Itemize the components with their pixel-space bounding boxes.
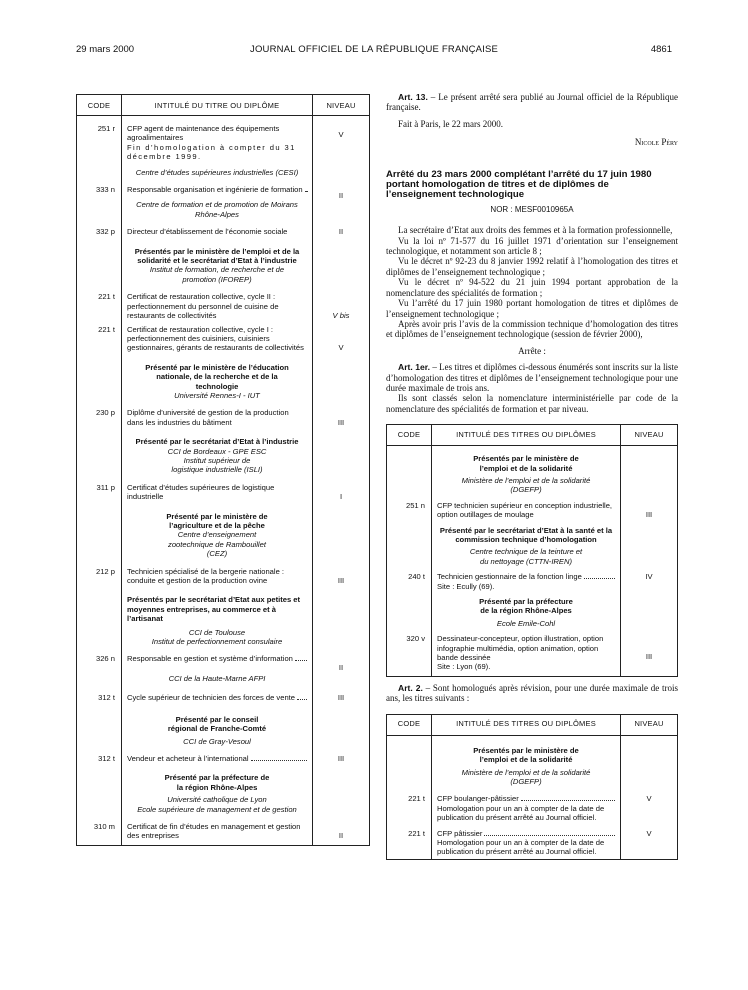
site-text: Site : Ecully (69). [437, 581, 495, 591]
section-header [432, 735, 621, 786]
section-row [387, 735, 678, 786]
header-title: INTITULÉ DES TITRES OU DIPLÔMES [432, 425, 621, 446]
homologation-note: Fin d’homologation à compter du 31 décembre 1999. [127, 142, 296, 162]
row-code: 320 v [387, 628, 432, 676]
section-row [77, 427, 370, 475]
table-row [77, 177, 370, 219]
section-header [122, 353, 313, 401]
row-code: 333 n [77, 177, 122, 219]
row-level: II [313, 219, 370, 236]
organisation-name: CCI de Gray-Vesoul [183, 736, 251, 746]
diploma-title: Technicien gestionnaire de la fonction linge [437, 572, 582, 582]
row-code: 230 p [77, 400, 122, 427]
row-level: II [313, 177, 370, 219]
diploma-title: Responsable en gestion et système d’information [127, 654, 293, 664]
row-level: V [621, 823, 678, 860]
diploma-title: Certificat de restauration collective, cycle I : perfectionnement des cuisiniers, cuisiniers gestionnaires, gérants de restaurants de collectivités [127, 324, 304, 353]
table-row [77, 683, 370, 702]
presenter-text: Présenté par le conseil régional de Franche-Comté [167, 714, 267, 734]
organisation-name: Ministère de l’emploi et de la solidarité (DGEFP) [461, 767, 591, 786]
section-row [77, 585, 370, 646]
table-row [387, 786, 678, 822]
table-header-row [387, 714, 678, 735]
table-row [77, 814, 370, 845]
row-title [122, 475, 313, 502]
row-level: III [621, 495, 678, 520]
row-level: II [313, 814, 370, 845]
organisation-name: Centre d’études supérieures industrielles (CESI) [135, 167, 299, 177]
table-row [77, 284, 370, 320]
row-title [432, 786, 621, 822]
table-row [387, 628, 678, 676]
paragraph: Après avoir pris l’avis de la commission technique d’homologation des titres et diplômes de l’enseignement technologique (session de février 2000), [386, 318, 678, 340]
article-2: Art. 2. – Sont homologués après révision, pour une durée maximale de trois ans, les titres suivants : [386, 682, 678, 704]
row-level: III [313, 559, 370, 586]
row-code: 312 t [77, 746, 122, 763]
diploma-title: Directeur d’établissement de l’économie sociale [127, 227, 288, 237]
right-diploma-table-2 [386, 714, 678, 860]
diploma-title: Cycle supérieur de technicien des forces de vente [127, 693, 296, 703]
homologation-note: Homologation pour un an à compter de la date de publication du présent arrêté au Journal officiel. [437, 803, 605, 823]
row-code: 221 t [387, 786, 432, 822]
presenter-text: Présentés par le ministère de l’emploi et de la solidarité [473, 454, 579, 473]
table-row [387, 495, 678, 520]
header-page-number: 4861 [650, 44, 672, 55]
row-level: II [313, 646, 370, 683]
diploma-title: Dessinateur-concepteur, option illustration, option infographie multimédia, option animation, option bande dessinée [437, 634, 604, 663]
header-title: INTITULÉ DES TITRES OU DIPLÔMES [432, 714, 621, 735]
row-title [122, 746, 313, 763]
organisation-name: Institut de perfectionnement consulaire [151, 637, 283, 647]
paragraph: La secrétaire d’Etat aux droits des femmes et à la formation professionnelle, [398, 225, 673, 236]
organisation-name: Ecole Emile-Cohl [496, 618, 556, 628]
row-level: V [313, 321, 370, 353]
diploma-title: Diplôme d’université de gestion de la production dans les industries du bâtiment [127, 408, 289, 427]
section-header [122, 763, 313, 814]
paragraph: Vu le décret nº 92-23 du 8 janvier 1992 relatif à l’homologation des titres et diplômes de l’enseignement technologique ; [386, 256, 678, 277]
paragraph: Ils sont classés selon la nomenclature interministérielle par code de la nomenclature des spécialités de formation et par niveau. [386, 393, 678, 414]
row-code: 311 p [77, 475, 122, 502]
article-13: Art. 13. – Le présent arrêté sera publié au Journal officiel de la République française. [386, 92, 678, 113]
presenter-text: Présentés par le ministère de l’emploi et de la solidarité et le secrétariat d’Etat à l’industrie [134, 246, 300, 266]
header-code: CODE [387, 425, 432, 446]
table-row [77, 475, 370, 502]
row-level: V [621, 786, 678, 822]
section-row [77, 703, 370, 746]
row-level: III [313, 683, 370, 702]
site-text: Site : Lyon (69). [437, 662, 491, 672]
arrete-label: Arrête : [518, 345, 546, 356]
presenter-text: Présenté par la préfecture de la région Rhône-Alpes [479, 597, 573, 616]
header-title: INTITULÉ DU TITRE OU DIPLÔME [122, 95, 313, 116]
nor-reference: NOR : MESF0010965A [490, 204, 574, 214]
row-title [122, 284, 313, 320]
section-header [122, 585, 313, 646]
arrete-title: Arrêté du 23 mars 2000 complétant l’arrêté du 17 juin 1980 portant homologation de titres et de diplômes de l’enseignement technologique [386, 168, 652, 201]
presenter-text: Présenté par le secrétariat d’Etat à l’industrie [135, 437, 299, 447]
table-row [387, 823, 678, 860]
section-header [432, 446, 621, 495]
row-code: 326 n [77, 646, 122, 683]
section-header [122, 502, 313, 559]
diploma-title: Certificat de fin d’études en management et gestion des entreprises [127, 821, 301, 841]
row-code: 312 t [77, 683, 122, 702]
section-header [122, 427, 313, 475]
row-title [432, 566, 621, 591]
header-level: NIVEAU [313, 95, 370, 116]
table-header-row [77, 95, 370, 116]
table-row [77, 559, 370, 586]
row-title [122, 814, 313, 845]
presenter-text: Présenté par le secrétariat d’Etat à la santé et la commission technique d’homologation [439, 525, 613, 544]
section-row [387, 591, 678, 628]
row-level: III [621, 628, 678, 676]
row-title [432, 823, 621, 860]
section-row [77, 237, 370, 285]
table-row [77, 219, 370, 236]
paragraph: Vu la loi nº 71-577 du 16 juillet 1971 d’orientation sur l’enseignement technologique, et notamment son article 8 ; [386, 235, 678, 257]
diploma-title: CFP technicien supérieur en conception industrielle, option outillages de moulage [437, 500, 613, 520]
row-level: IV [621, 566, 678, 591]
row-title [122, 683, 313, 702]
section-row [387, 446, 678, 495]
presenter-text: Présenté par le ministère de l’agriculture et de la pêche [166, 511, 268, 530]
row-code: 212 p [77, 559, 122, 586]
table-row [77, 646, 370, 683]
row-code: 221 t [77, 321, 122, 353]
homologation-note: Homologation pour un an à compter de la date de publication du présent arrêté au Journal officiel. [437, 837, 605, 857]
diploma-title: Vendeur et acheteur à l’international [127, 753, 249, 763]
section-row [387, 520, 678, 567]
header-date: 29 mars 2000 [76, 44, 135, 55]
row-code: 332 p [77, 219, 122, 236]
row-level: III [313, 400, 370, 427]
section-header [122, 703, 313, 746]
row-level: V [313, 116, 370, 178]
section-header [122, 237, 313, 285]
row-title [432, 495, 621, 520]
signature: Nicole Péry [634, 137, 678, 148]
diploma-title: Responsable organisation et ingénierie de formation [127, 185, 303, 195]
row-title [122, 219, 313, 236]
right-column [386, 92, 678, 860]
paragraph: Vu le décret nº 94-522 du 21 juin 1994 portant approbation de la nomenclature des spécialités de formation ; [386, 277, 678, 298]
table-row [77, 746, 370, 763]
organisation-name: Centre d’enseignement zootechnique de Rambouillet (CEZ) [168, 530, 266, 559]
table-row [77, 116, 370, 178]
diploma-title: Certificat d’études supérieures de logistique industrielle [127, 482, 275, 502]
section-header [432, 520, 621, 567]
left-diploma-table [76, 94, 370, 846]
row-level: V bis [313, 284, 370, 320]
row-title [122, 559, 313, 586]
section-row [77, 763, 370, 814]
presenter-text: Présentés par le secrétariat d’Etat aux petites et moyennes entreprises, au commerce et à l’artisanat [127, 595, 301, 624]
row-level: I [313, 475, 370, 502]
organisation-name: Ministère de l’emploi et de la solidarité (DGEFP) [461, 475, 591, 495]
presenter-text: Présentés par le ministère de l’emploi et de la solidarité [473, 745, 579, 765]
diploma-title: CFP boulanger-pâtissier [437, 794, 519, 804]
row-title [122, 646, 313, 683]
row-code: 221 t [77, 284, 122, 320]
organisation-name: Ecole supérieure de management et de gestion [137, 804, 297, 814]
organisation-name: Centre technique de la teinture et du nettoyage (CTTN-IREN) [469, 547, 583, 566]
table-row [77, 321, 370, 353]
row-level: III [313, 746, 370, 763]
organisation-name: Université Rennes-I - IUT [174, 390, 260, 400]
table-row [387, 566, 678, 591]
diploma-title: Technicien spécialisé de la bergerie nationale : conduite et gestion de la production ovine [127, 566, 285, 586]
row-title [122, 116, 313, 178]
row-title [122, 177, 313, 219]
presenter-text: Présenté par le ministère de l’éducation nationale, de la recherche et de la technologie [145, 362, 289, 391]
section-header [432, 591, 621, 628]
row-code: 251 r [77, 116, 122, 178]
organisation-name: CCI de la Haute-Marne AFPI [168, 673, 266, 683]
article-1: Art. 1er. – Les titres et diplômes ci-dessous énumérés sont inscrits sur la liste d’homologation des titres et diplômes de l’enseignement technologique pour une durée maximale de trois ans. [386, 362, 678, 393]
row-title [122, 400, 313, 427]
header-level: NIVEAU [621, 425, 678, 446]
header-journal-title: JOURNAL OFFICIEL DE LA RÉPUBLIQUE FRANÇAISE [250, 44, 499, 55]
presenter-text: Présenté par la préfecture de la région Rhône-Alpes [164, 773, 270, 792]
header-code: CODE [77, 95, 122, 116]
organisation-name: CCI de Toulouse [188, 627, 246, 637]
row-code: 221 t [387, 823, 432, 860]
organisation-name: Université catholique de Lyon [167, 795, 267, 805]
header-level: NIVEAU [621, 714, 678, 735]
row-code: 251 n [387, 495, 432, 520]
row-code: 310 m [77, 814, 122, 845]
right-diploma-table-1 [386, 424, 678, 677]
row-code: 240 t [387, 566, 432, 591]
diploma-title: Certificat de restauration collective, cycle II : perfectionnement du personnel de cuisine de restaurants de collectivités [127, 292, 279, 321]
diploma-title: CFP pâtissier [437, 828, 483, 838]
section-row [77, 502, 370, 559]
section-row [77, 353, 370, 401]
done-at-paris: Fait à Paris, le 22 mars 2000. [398, 118, 503, 129]
row-title [122, 321, 313, 353]
organisation-name: Institut de formation, de recherche et de promotion (IFOREP) [149, 265, 285, 284]
row-title [432, 628, 621, 676]
organisation-name: CCI de Bordeaux - GPE ESC Institut supérieur de logistique industrielle (ISLI) [167, 446, 267, 475]
diploma-title: CFP agent de maintenance des équipements agroalimentaires [127, 124, 280, 143]
page-header [0, 44, 748, 58]
table-row [77, 400, 370, 427]
table-header-row [387, 425, 678, 446]
paragraph: Vu l’arrêté du 17 juin 1980 portant homologation de titres et diplômes de l’enseignement technologique ; [386, 298, 678, 319]
header-code: CODE [387, 714, 432, 735]
organisation-name: Centre de formation et de promotion de Moirans Rhône-Alpes [136, 200, 298, 219]
